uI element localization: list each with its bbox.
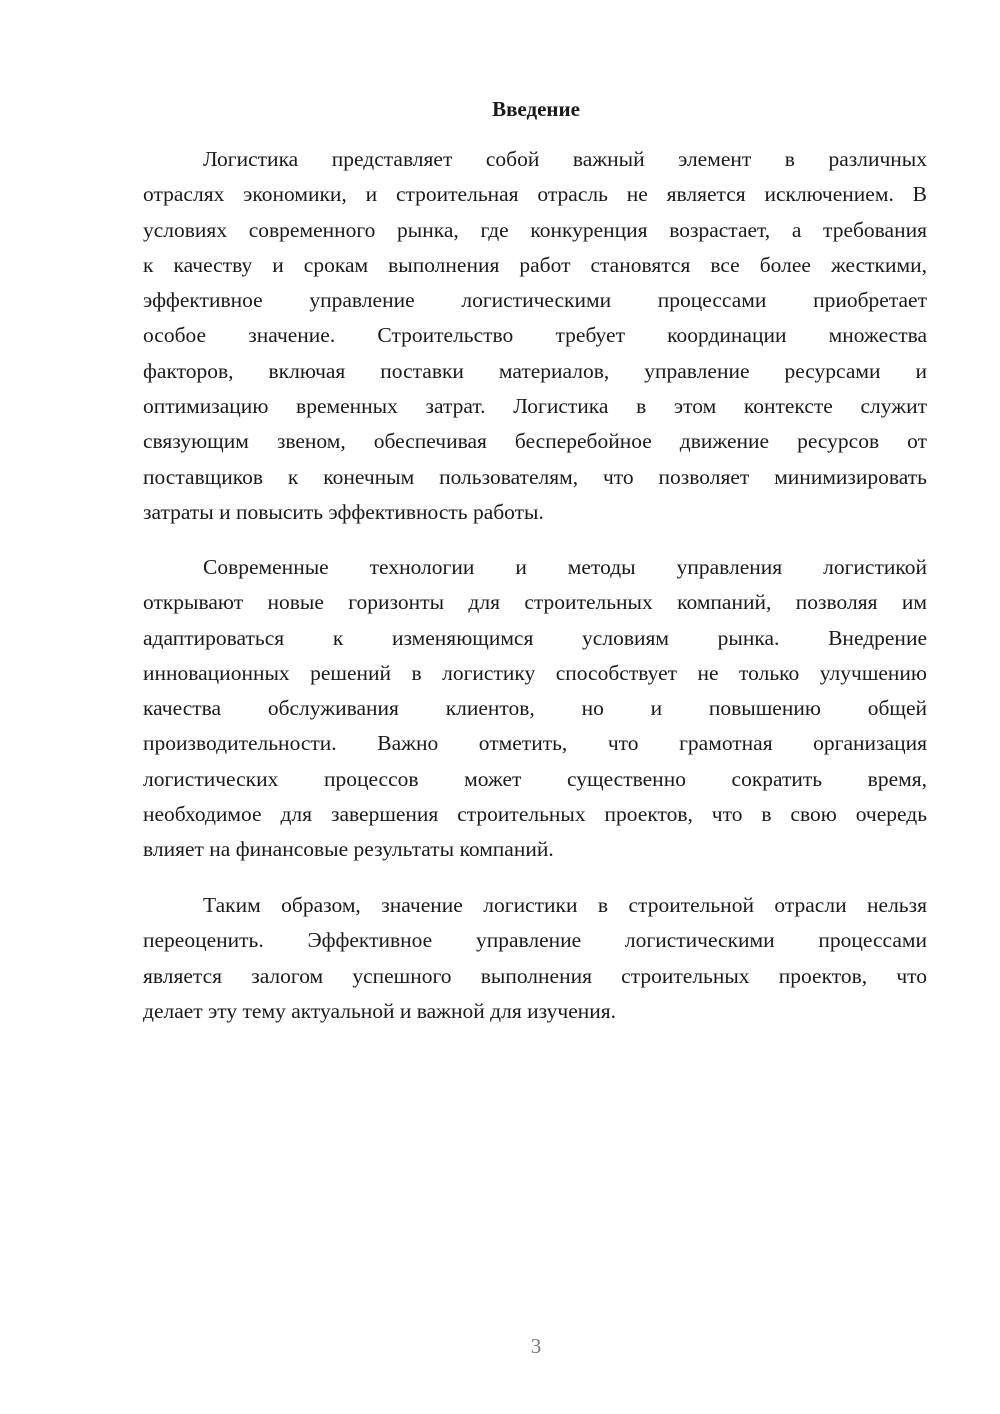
text-line: открывают новые горизонты для строительных компаний, позволяя им (143, 590, 927, 615)
text-line: особое значение. Строительство требует координации множества (143, 323, 927, 348)
text-line: делает эту тему актуальной и важной для изучения. (143, 998, 617, 1023)
text-line: переоценить. Эффективное управление логистическими процессами (143, 928, 927, 953)
text-line: инновационных решений в логистику способствует не только улучшению (143, 660, 927, 685)
text-line: является залогом успешного выполнения строительных проектов, что (143, 963, 927, 988)
text-line: поставщиков к конечным пользователям, что позволяет минимизировать (143, 464, 927, 489)
section-heading: Введение (492, 97, 580, 121)
text-line: Современные технологии и методы управления логистикой (203, 555, 927, 579)
text-line: факторов, включая поставки материалов, управление ресурсами и (143, 358, 927, 383)
text-line: эффективное управление логистическими процессами приобретает (143, 288, 927, 313)
text-line: отраслях экономики, и строительная отрасль не является исключением. В (143, 182, 927, 207)
paragraph-3 (143, 888, 927, 1029)
text-line: затраты и повысить эффективность работы. (143, 499, 544, 524)
text-line: Таким образом, значение логистики в строительной отрасли нельзя (203, 893, 927, 917)
text-line: оптимизацию временных затрат. Логистика в этом контексте служит (143, 394, 927, 419)
text-line: необходимое для завершения строительных проектов, что в свою очередь (143, 802, 927, 827)
page-number: 3 (530, 1334, 542, 1358)
text-line: качества обслуживания клиентов, но и повышению общей (143, 696, 927, 721)
text-line: условиях современного рынка, где конкуренция возрастает, а требования (143, 217, 927, 242)
paragraph-2 (143, 550, 927, 868)
text-line: влияет на финансовые результаты компаний. (143, 837, 554, 862)
text-line: к качеству и срокам выполнения работ становятся все более жесткими, (143, 252, 927, 277)
text-line: связующим звеном, обеспечивая бесперебойное движение ресурсов от (143, 429, 927, 454)
text-line: Логистика представляет собой важный элемент в различных (203, 147, 927, 171)
text-line: адаптироваться к изменяющимся условиям рынка. Внедрение (143, 625, 927, 650)
text-line: логистических процессов может существенно сократить время, (143, 766, 927, 791)
paragraph-1 (143, 142, 927, 530)
text-line: производительности. Важно отметить, что грамотная организация (143, 731, 927, 756)
